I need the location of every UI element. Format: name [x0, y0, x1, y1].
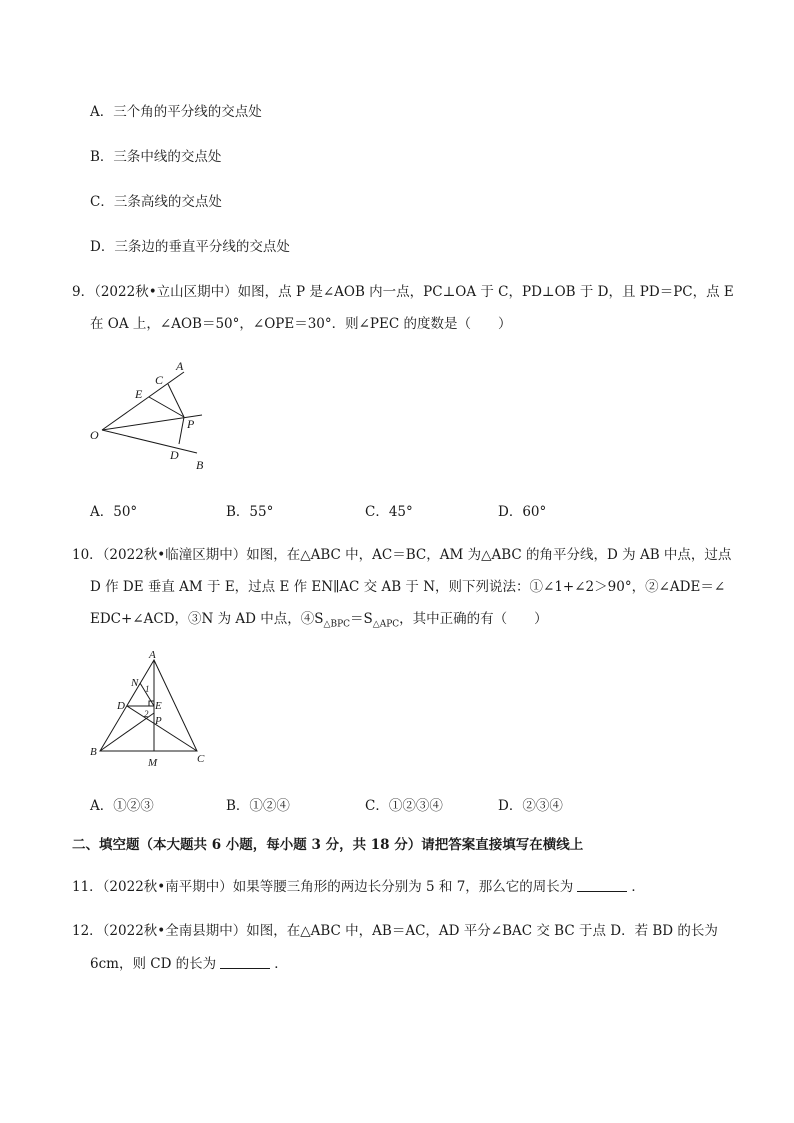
q10-stem-line3: [90, 610, 548, 634]
q10-label-m: M: [148, 757, 158, 769]
q9-options: [0, 500, 794, 520]
q10-label-c: C: [197, 753, 205, 765]
q12-stem-line1: 12．（2022秋•全南县期中）如图，在△ABC 中，AB＝AC，AD 平分∠BAC 交 BC 于点 D．若 BD 的长为: [72, 923, 718, 939]
q9-figure: [84, 355, 214, 475]
q10-label-d: D: [117, 700, 125, 712]
q10-figure: [84, 648, 214, 770]
q9-label-e: E: [135, 387, 143, 401]
q10-options: [0, 794, 794, 814]
q11-text: 11．（2022秋•南平期中）如果等腰三角形的两边长分别为 5 和 7，那么它的周长为: [72, 879, 574, 895]
q10-label-1: 1: [145, 684, 150, 694]
q9-label-d: D: [170, 448, 179, 462]
q9-option-c: C．45°: [365, 504, 413, 520]
q10-label-e: E: [155, 700, 162, 712]
q9-label-p: P: [187, 417, 195, 431]
q11-stem: [72, 878, 645, 896]
q9-seg-dp: [179, 417, 184, 444]
q10-label-b: B: [90, 746, 97, 758]
q10-label-n: N: [131, 677, 139, 689]
q8-option-a: A．三个角的平分线的交点处: [90, 104, 262, 120]
q12-line2-text: 6cm，则 CD 的长为: [90, 956, 217, 972]
q10-stem-line2: D 作 DE 垂直 AM 于 E，过点 E 作 EN∥AC 交 AB 于 N，则下列说法：①∠1+∠2＞90°，②∠ADE＝∠: [90, 579, 726, 595]
q10-option-a: A．①②③: [90, 798, 154, 814]
q9-label-a: A: [176, 359, 184, 373]
q11-end: ．: [631, 879, 645, 895]
q9-stem-line1: 9．（2022秋•立山区期中）如图，点 P 是∠AOB 内一点，PC⊥OA 于 C，PD⊥OB 于 D，且 PD＝PC，点 E: [72, 284, 734, 300]
q9-option-a: A．50°: [90, 504, 138, 520]
q9-stem-line2: 在 OA 上，∠AOB＝50°，∠OPE＝30°．则∠PEC 的度数是（ ）: [90, 316, 512, 332]
q12-answer-blank[interactable]: [220, 956, 270, 969]
q12-stem-line2: [90, 955, 288, 973]
q10-line3-part-c: ，其中正确的有（ ）: [399, 611, 548, 627]
q10-line3-part-b: ＝S: [350, 611, 373, 627]
q10-option-b: B．①②④: [226, 798, 290, 814]
q10-label-a: A: [149, 649, 156, 661]
q9-option-b: B．55°: [226, 504, 274, 520]
q9-ray-ob: [102, 430, 197, 453]
q9-label-b: B: [196, 458, 204, 472]
q9-label-o: O: [90, 428, 99, 442]
q10-stem-line1: 10．（2022秋•临潼区期中）如图，在△ABC 中，AC＝BC，AM 为△ABC 的角平分线，D 为 AB 中点，过点: [72, 547, 732, 563]
q10-line3-part-a: EDC+∠ACD，③N 为 AD 中点，④S: [90, 611, 324, 627]
q10-subscript-bpc: △BPC: [323, 619, 351, 630]
q10-option-d: D．②③④: [498, 798, 563, 814]
q8-option-d: D．三条边的垂直平分线的交点处: [90, 239, 290, 255]
q8-option-b: B．三条中线的交点处: [90, 149, 222, 165]
q10-option-c: C．①②③④: [365, 798, 443, 814]
q12-end: ．: [274, 956, 288, 972]
section2-heading: 二、填空题（本大题共 6 小题，每小题 3 分，共 18 分）请把答案直接填写在横线上: [72, 837, 584, 853]
q9-ray-oa: [102, 372, 184, 430]
q10-label-2: 2: [144, 709, 149, 719]
q9-option-d: D．60°: [498, 504, 547, 520]
q9-label-c: C: [155, 373, 164, 387]
q11-answer-blank[interactable]: [577, 879, 627, 892]
q10-label-p: P: [155, 715, 162, 727]
q8-option-c: C．三条高线的交点处: [90, 194, 222, 210]
q10-subscript-apc: △APC: [372, 619, 400, 630]
